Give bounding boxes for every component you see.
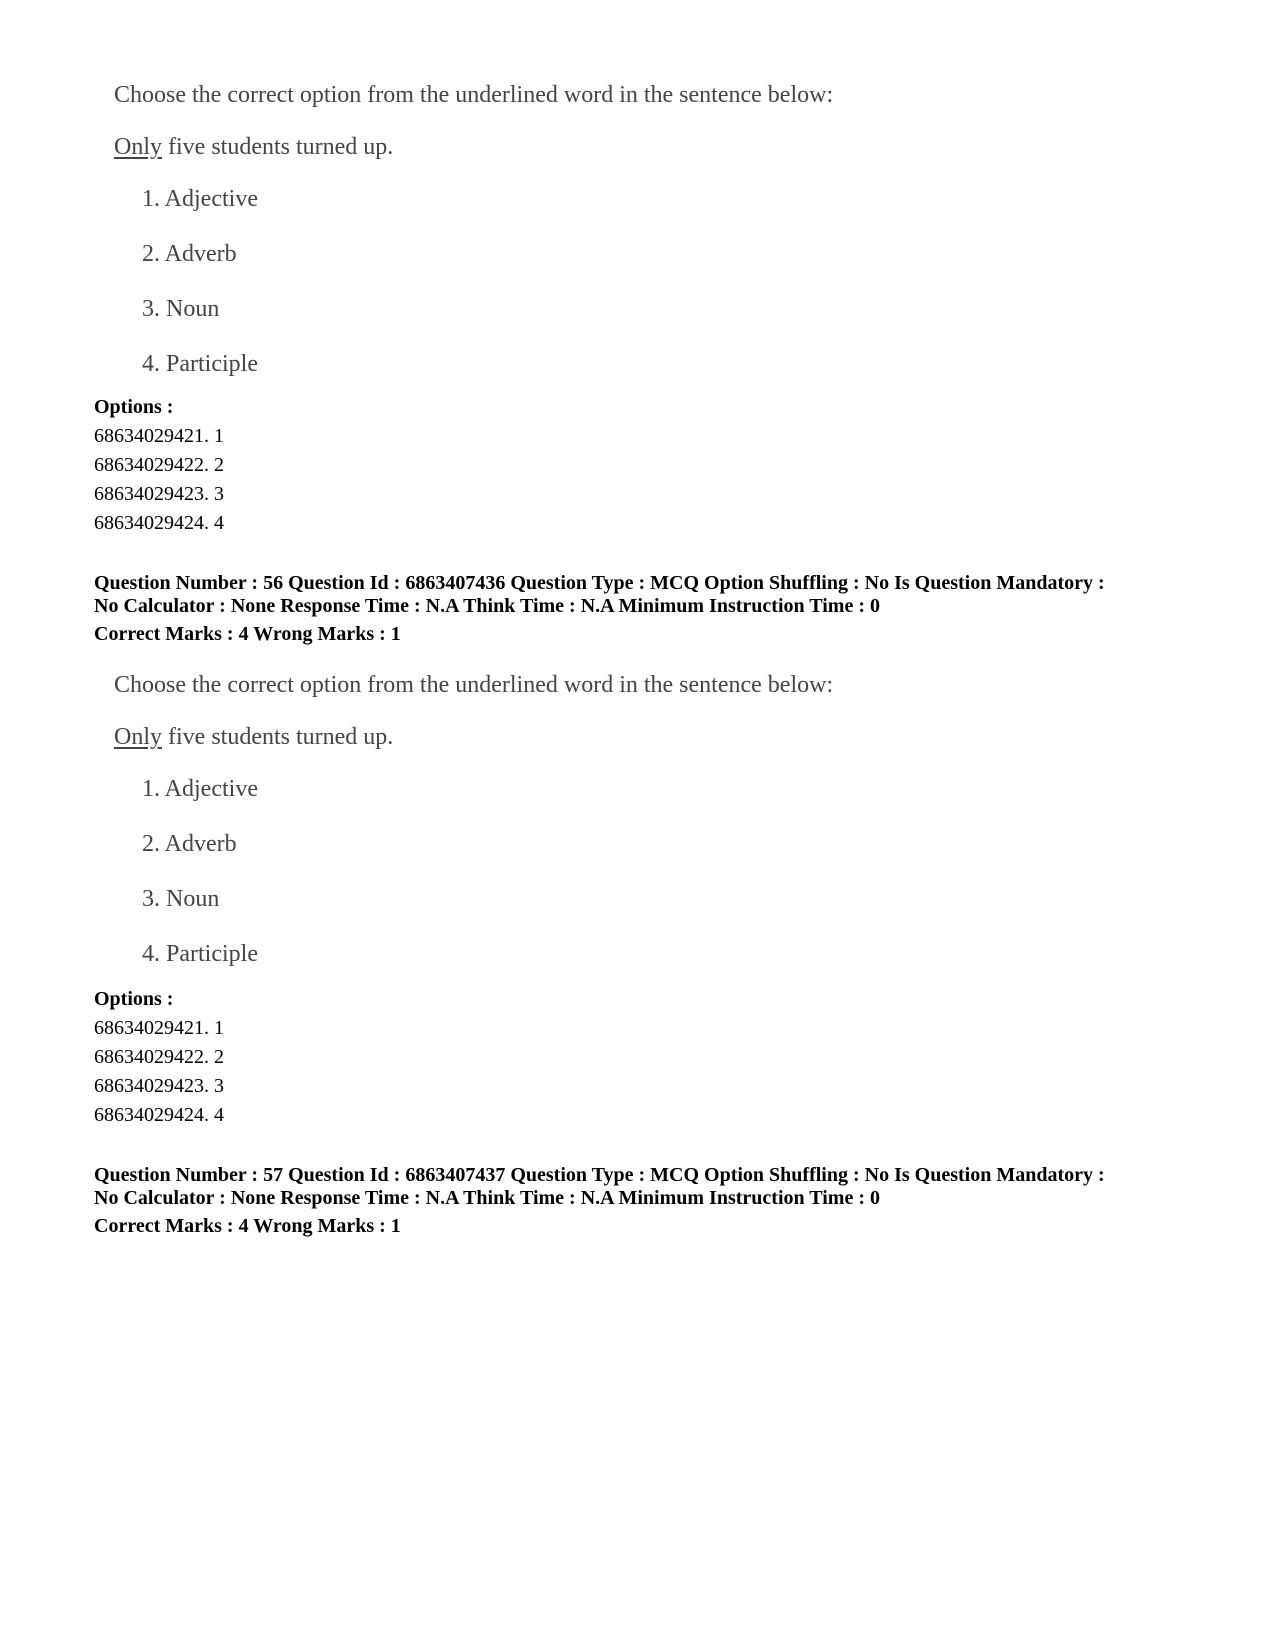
underlined-word: Only	[114, 134, 162, 160]
choice-item: 3. Noun	[142, 886, 220, 912]
question-meta-line1: Question Number : 57 Question Id : 6863407437 Question Type : MCQ Option Shuffling : No Is Question Mandatory :	[94, 1164, 1105, 1186]
choice-item: 2. Adverb	[142, 241, 237, 267]
sentence-rest: five students turned up.	[162, 724, 394, 750]
option-item: 68634029423. 3	[94, 1075, 224, 1097]
question-choices	[142, 774, 1014, 969]
option-item: 68634029424. 4	[94, 512, 224, 534]
options-heading: Options :	[94, 988, 174, 1010]
question-sentence	[114, 132, 1014, 162]
choice-item: 1. Adjective	[142, 186, 258, 212]
question-meta-line2: No Calculator : None Response Time : N.A Think Time : N.A Minimum Instruction Time : 0	[94, 595, 880, 617]
options-list	[94, 1014, 224, 1130]
options-section-56	[94, 985, 224, 1130]
underlined-word: Only	[114, 724, 162, 750]
question-meta-line1: Question Number : 56 Question Id : 6863407436 Question Type : MCQ Option Shuffling : No Is Question Mandatory :	[94, 572, 1105, 594]
choice-item: 4. Participle	[142, 941, 258, 967]
sentence-rest: five students turned up.	[162, 134, 394, 160]
choice-item: 3. Noun	[142, 296, 220, 322]
question-marks: Correct Marks : 4 Wrong Marks : 1	[94, 1215, 401, 1237]
question-meta-line2: No Calculator : None Response Time : N.A Think Time : N.A Minimum Instruction Time : 0	[94, 1187, 880, 1209]
option-item: 68634029422. 2	[94, 1046, 224, 1068]
question-header-57	[94, 1164, 1224, 1238]
question-prompt: Choose the correct option from the underlined word in the sentence below:	[114, 82, 834, 108]
choice-item: 1. Adjective	[142, 776, 258, 802]
question-header-56	[94, 572, 1224, 646]
option-item: 68634029421. 1	[94, 425, 224, 447]
option-item: 68634029423. 3	[94, 483, 224, 505]
options-list	[94, 422, 224, 538]
options-section-0	[94, 393, 224, 538]
option-item: 68634029421. 1	[94, 1017, 224, 1039]
question-image-56	[114, 670, 1014, 994]
question-prompt: Choose the correct option from the underlined word in the sentence below:	[114, 672, 834, 698]
question-choices	[142, 184, 1014, 379]
options-heading: Options :	[94, 396, 174, 418]
option-item: 68634029424. 4	[94, 1104, 224, 1126]
choice-item: 4. Participle	[142, 351, 258, 377]
question-image-0	[114, 80, 1014, 404]
question-sentence	[114, 722, 1014, 752]
choice-item: 2. Adverb	[142, 831, 237, 857]
option-item: 68634029422. 2	[94, 454, 224, 476]
question-marks: Correct Marks : 4 Wrong Marks : 1	[94, 623, 401, 645]
